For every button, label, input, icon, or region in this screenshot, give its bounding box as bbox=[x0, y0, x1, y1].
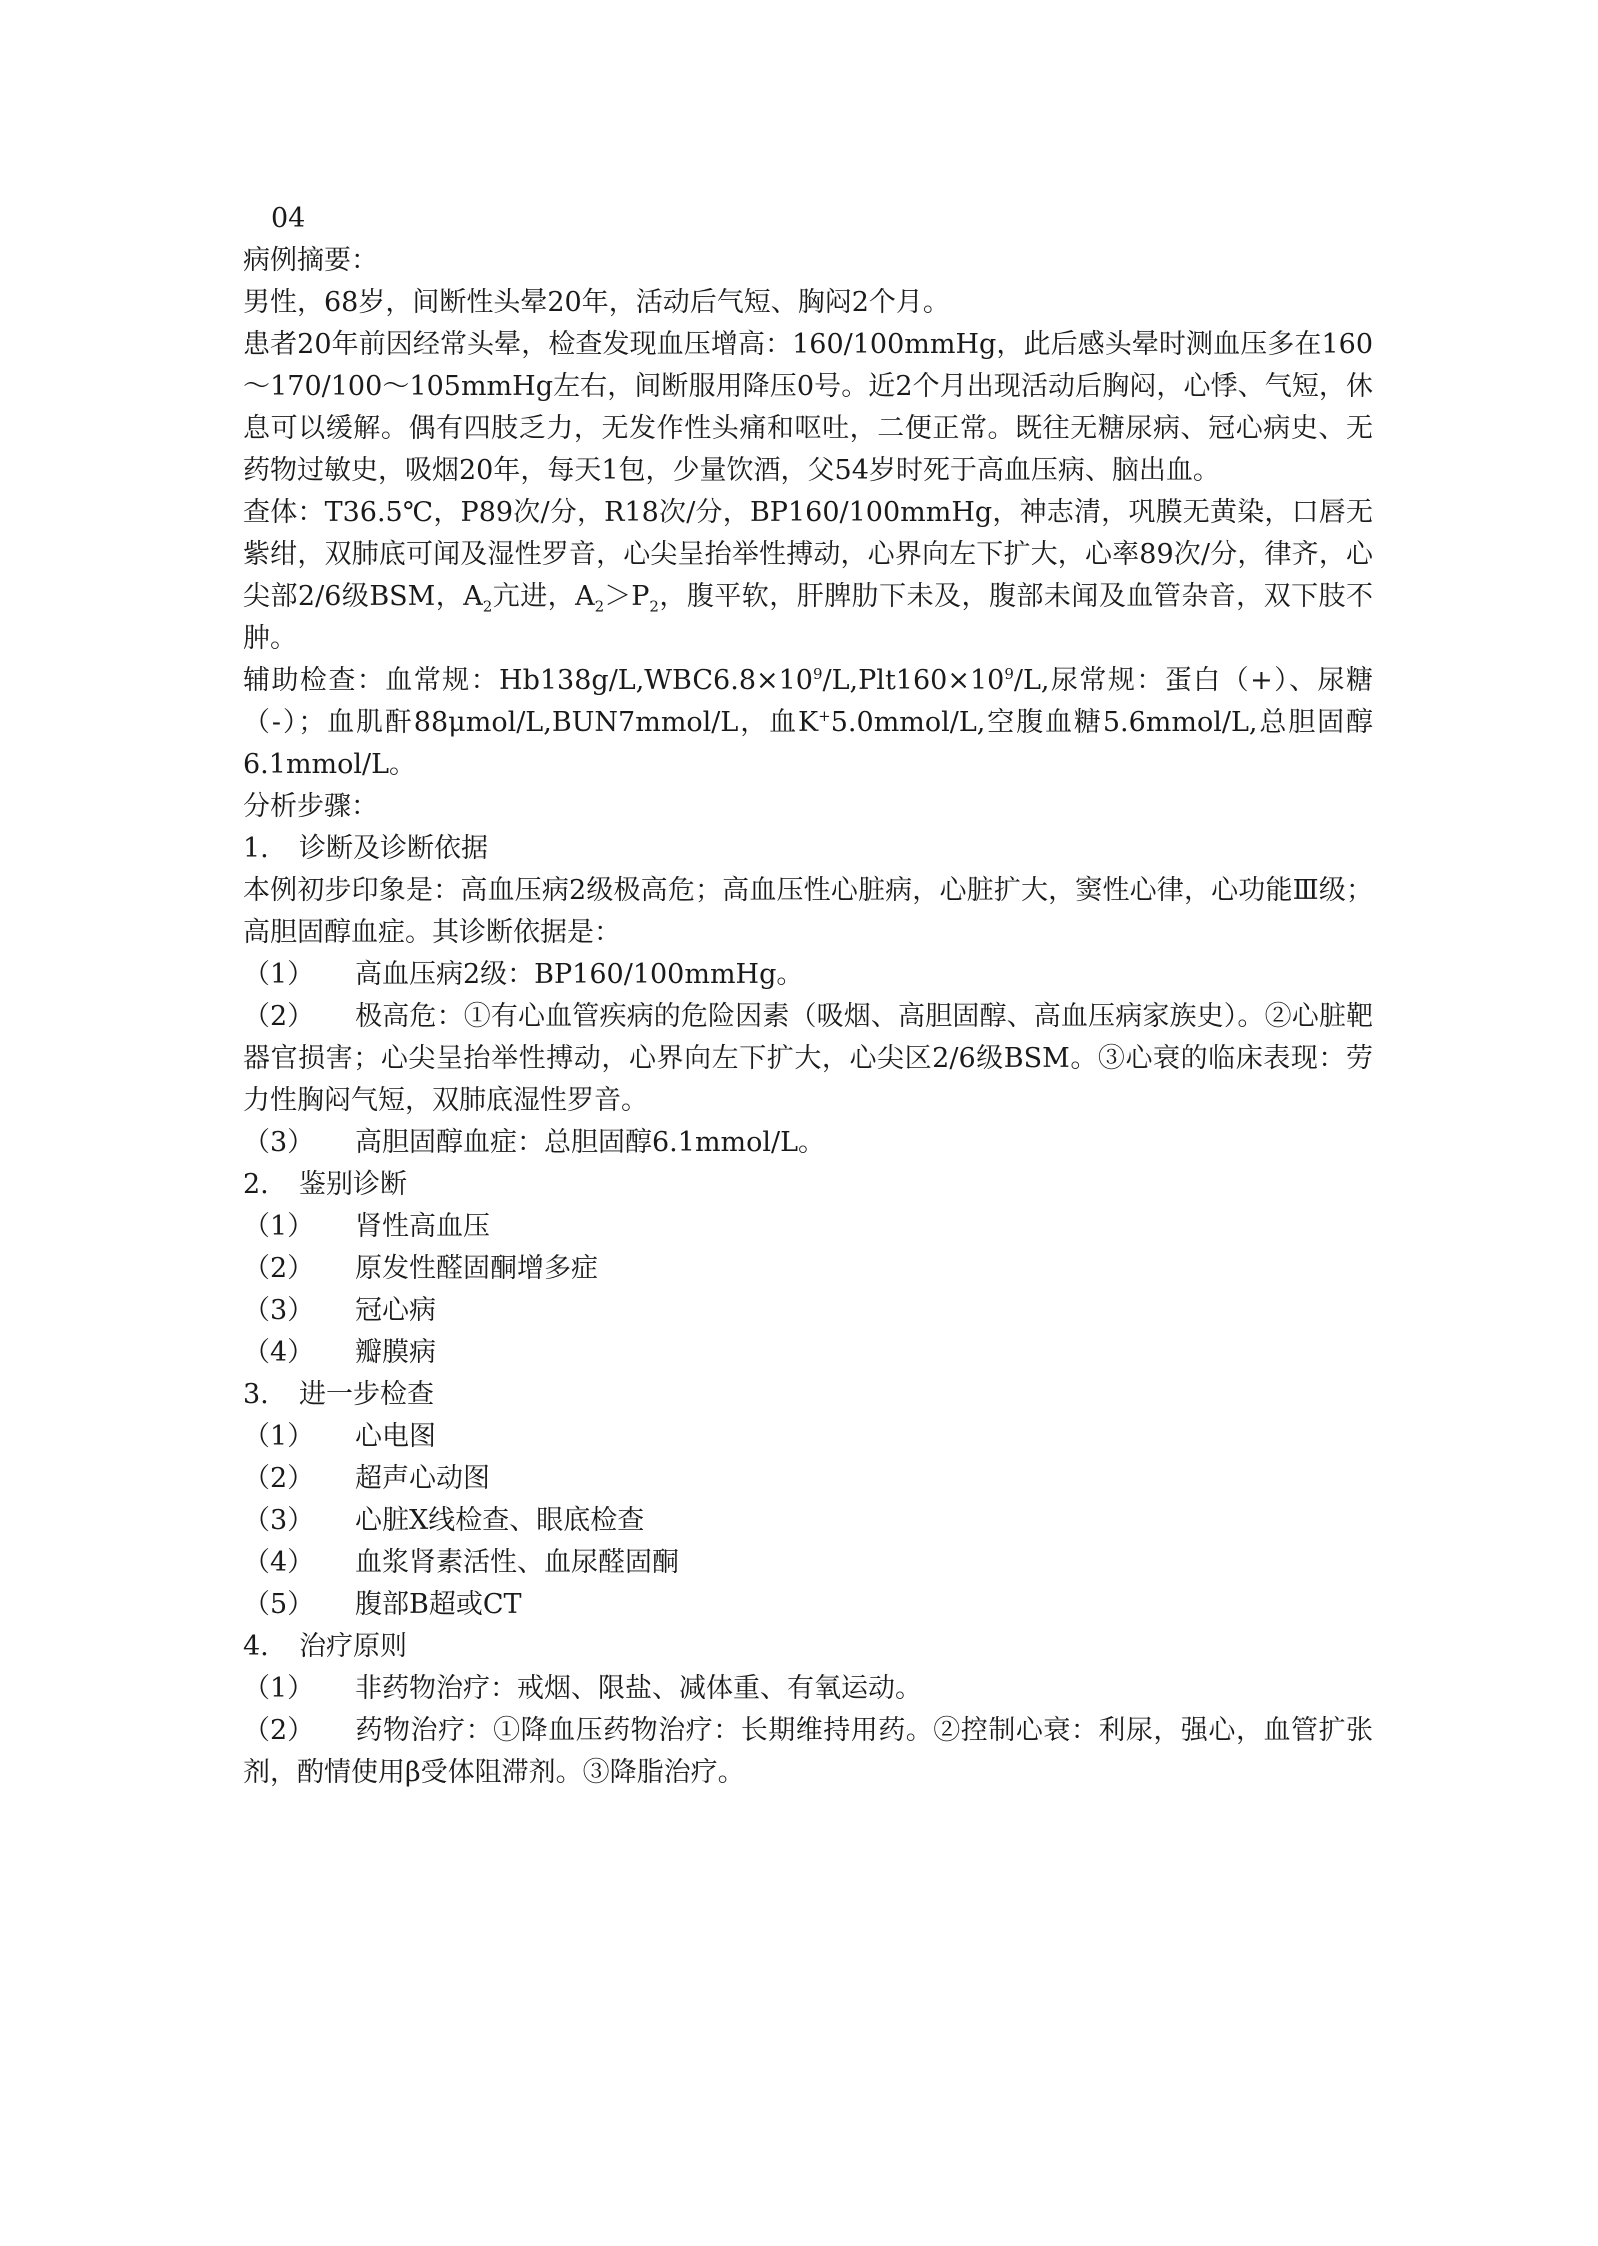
analysis-heading: 分析步骤： bbox=[243, 791, 378, 822]
list-item: （2） 超声心动图 bbox=[243, 1463, 490, 1494]
medical-history: 患者20年前因经常头晕，检查发现血压增高：160/100mmHg，此后感头晕时测血压多在160～170/100～105mmHg左右，间断服用降压0号。近2个月出现活动后胸闷，心悸、气短，休息可以缓解。偶有四肢乏力，无发作性头痛和呕吐，二便正常。既往无糖尿病、冠心病史、无药物过敏史，吸烟20年，每天1包，少量饮酒，父54岁时死于高血压病、脑出血。 bbox=[243, 329, 1373, 486]
list-item: （2） 原发性醛固酮增多症 bbox=[243, 1253, 598, 1284]
section-heading: 2. 鉴别诊断 bbox=[243, 1169, 407, 1200]
physical-exam: 查体：T36.5℃，P89次/分，R18次/分，BP160/100mmHg，神志清，巩膜无黄染，口唇无紫绀，双肺底可闻及湿性罗音，心尖呈抬举性搏动，心界向左下扩大，心率89次/分，律齐，心尖部2/6级BSM，$A_2$亢进，$A_2>P_2$，腹平软，肝脾肋下未及，腹部未闻及血管杂音，双下肢不肿。 bbox=[243, 497, 1374, 654]
section-intro: 本例初步印象是：高血压病2级极高危；高血压性心脏病，心脏扩大，窦性心律，心功能Ⅲ级；高胆固醇血症。其诊断依据是： bbox=[243, 875, 1373, 948]
section-heading: 3. 进一步检查 bbox=[243, 1379, 434, 1410]
chief-complaint: 男性，68岁，间断性头晕20年，活动后气短、胸闷2个月。 bbox=[243, 287, 950, 318]
list-item: （1） 高血压病2级：BP160/100mmHg。 bbox=[243, 959, 804, 990]
list-item: （1） 心电图 bbox=[243, 1421, 436, 1452]
list-item: （1） 肾性高血压 bbox=[243, 1211, 490, 1242]
list-item: （4） 瓣膜病 bbox=[243, 1337, 436, 1368]
list-item: （5） 腹部B超或CT bbox=[243, 1589, 522, 1620]
list-item: （3） 冠心病 bbox=[243, 1295, 436, 1326]
document-page bbox=[243, 198, 1373, 1794]
list-item: （1） 非药物治疗：戒烟、限盐、减体重、有氧运动。 bbox=[243, 1673, 922, 1704]
list-item: （3） 心脏X线检查、眼底检查 bbox=[243, 1505, 645, 1536]
list-item: （2） 极高危：①有心血管疾病的危险因素（吸烟、高胆固醇、高血压病家族史）。②心脏靶器官损害；心尖呈抬举性搏动，心界向左下扩大，心尖区2/6级BSM。③心衰的临床表现：劳力性胸闷气短，双肺底湿性罗音。 bbox=[243, 1001, 1373, 1116]
list-item: （4） 血浆肾素活性、血尿醛固酮 bbox=[243, 1547, 679, 1578]
section-heading: 1. 诊断及诊断依据 bbox=[243, 833, 488, 864]
section-heading: 4. 治疗原则 bbox=[243, 1631, 407, 1662]
list-item: （2） 药物治疗：①降血压药物治疗：长期维持用药。②控制心衰：利尿，强心，血管扩张剂，酌情使用β受体阻滞剂。③降脂治疗。 bbox=[243, 1715, 1373, 1788]
list-item: （3） 高胆固醇血症：总胆固醇6.1mmol/L。 bbox=[243, 1127, 826, 1158]
page-number: 04 bbox=[271, 203, 306, 234]
auxiliary-exam: 辅助检查：血常规：$Hb138g/L,WBC6.8\times 10^9/L,Plt160\times 10^9/L$,尿常规：蛋白（+）、尿糖（-）；血肌酐88μmol/L,BUN7mmol/L，血K+5.0mmol/L,空腹血糖5.6mmol/L,总胆固醇6.1mmol/L。 bbox=[243, 665, 1373, 780]
summary-heading: 病例摘要： bbox=[243, 245, 378, 276]
